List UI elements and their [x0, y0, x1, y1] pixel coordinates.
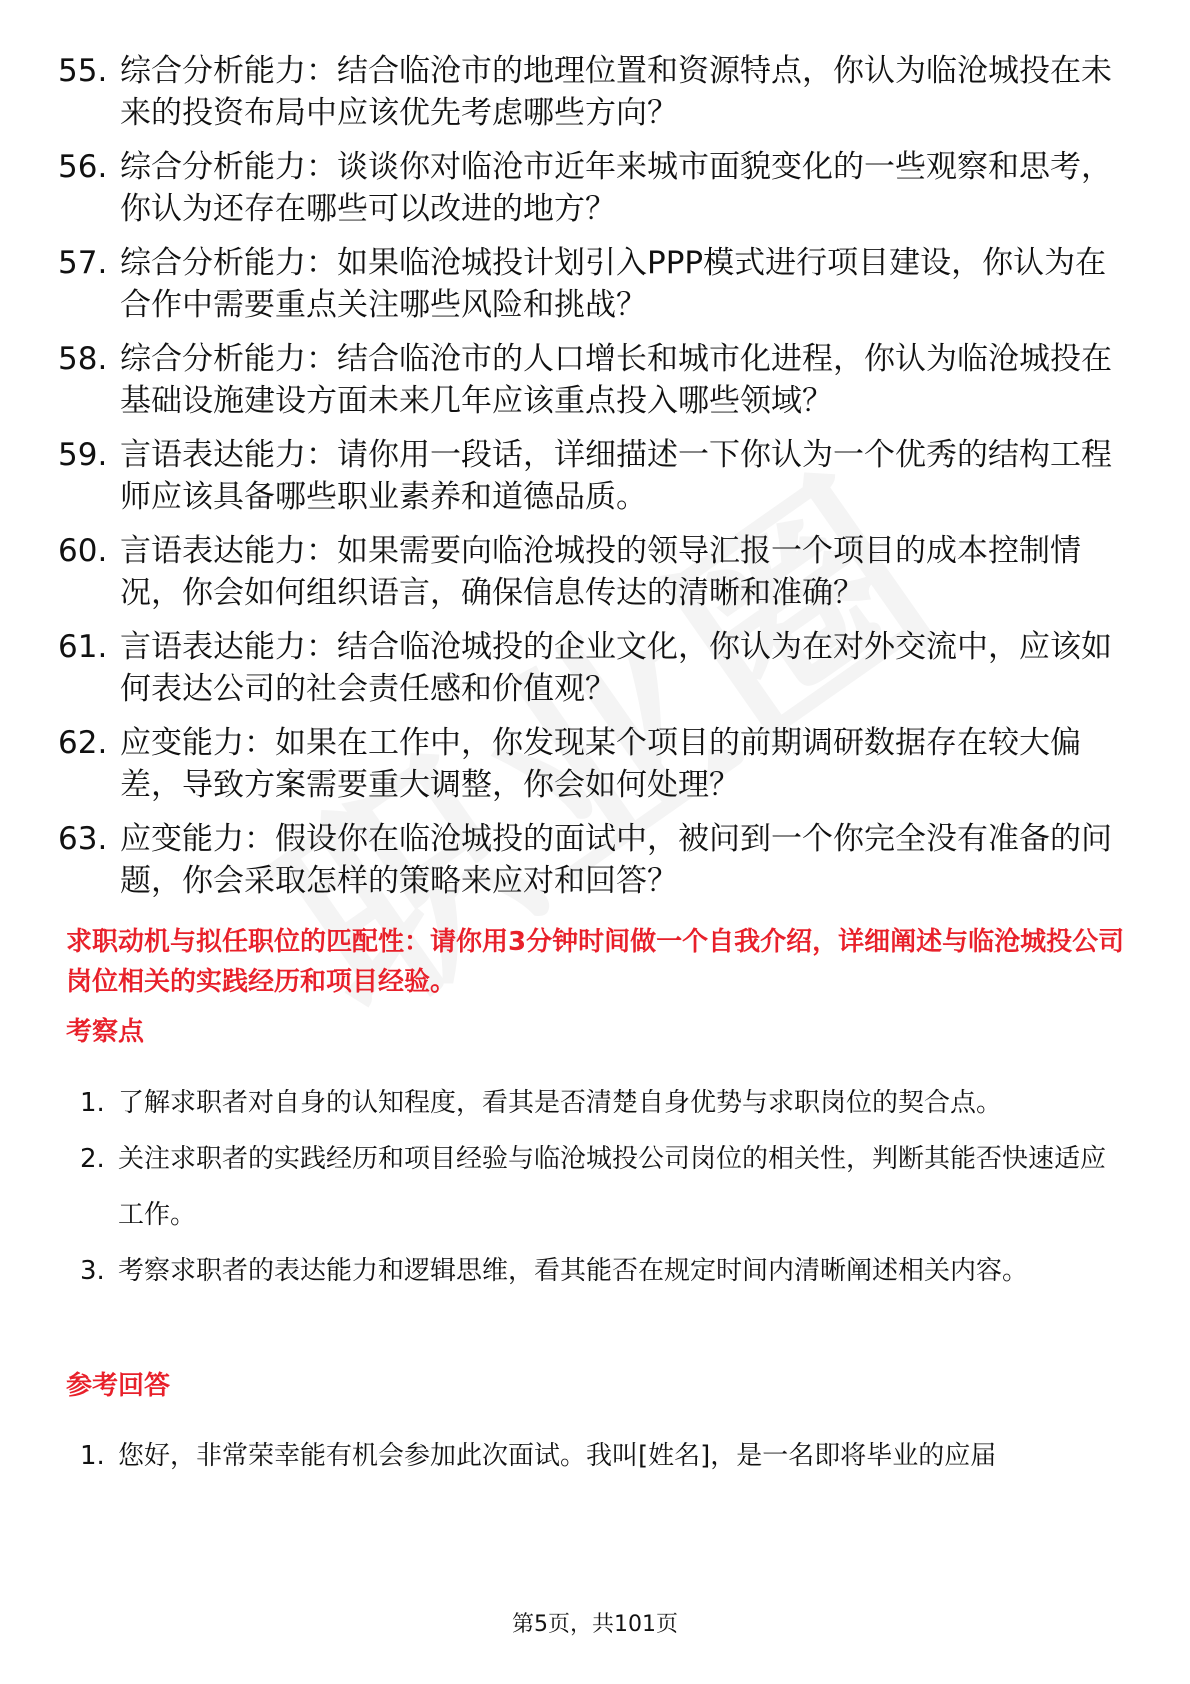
- question-number: 58.: [58, 341, 108, 377]
- question-number: 55.: [58, 53, 108, 89]
- list-item: [80, 1075, 1130, 1131]
- point-number: 1.: [80, 1088, 105, 1118]
- list-item: [58, 434, 1118, 518]
- question-number: 62.: [58, 725, 108, 761]
- question-number: 59.: [58, 437, 108, 473]
- question-text: 言语表达能力：结合临沧城投的企业文化，你认为在对外交流中，应该如何表达公司的社会责任感和价值观？: [120, 629, 1112, 707]
- question-text: 综合分析能力：谈谈你对临沧市近年来城市面貌变化的一些观察和思考，你认为还存在哪些可以改进的地方？: [120, 149, 1112, 227]
- list-item: [80, 1243, 1130, 1299]
- question-number: 63.: [58, 821, 108, 857]
- list-item: [58, 242, 1118, 326]
- point-text: 考察求职者的表达能力和逻辑思维，看其能否在规定时间内清晰阐述相关内容。: [118, 1256, 1029, 1286]
- question-text: 言语表达能力：如果需要向临沧城投的领导汇报一个项目的成本控制情况，你会如何组织语言，确保信息传达的清晰和准确？: [120, 533, 1081, 611]
- point-text: 关注求职者的实践经历和项目经验与临沧城投公司岗位的相关性，判断其能否快速适应工作。: [118, 1144, 1107, 1230]
- list-item: [80, 1428, 1130, 1484]
- question-list: [58, 50, 1118, 914]
- points-heading: 考察点: [66, 1017, 145, 1047]
- point-number: 2.: [80, 1144, 105, 1174]
- list-item: [58, 338, 1118, 422]
- answer-list: [80, 1428, 1130, 1484]
- list-item: [58, 818, 1118, 902]
- list-item: [80, 1131, 1130, 1243]
- points-list: [80, 1075, 1130, 1299]
- page-footer: 第5页，共101页: [512, 1612, 678, 1637]
- question-number: 60.: [58, 533, 108, 569]
- question-text: 应变能力：如果在工作中，你发现某个项目的前期调研数据存在较大偏差，导致方案需要重大调整，你会如何处理？: [120, 725, 1081, 803]
- point-text: 了解求职者对自身的认知程度，看其是否清楚自身优势与求职岗位的契合点。: [118, 1088, 1003, 1118]
- question-text: 综合分析能力：结合临沧市的地理位置和资源特点，你认为临沧城投在未来的投资布局中应该优先考虑哪些方向？: [120, 53, 1112, 131]
- answer-number: 1.: [80, 1441, 105, 1471]
- highlight-question: 求职动机与拟任职位的匹配性：请你用3分钟时间做一个自我介绍，详细阐述与临沧城投公司岗位相关的实践经历和项目经验。: [66, 927, 1125, 997]
- list-item: [58, 146, 1118, 230]
- question-number: 57.: [58, 245, 108, 281]
- question-number: 61.: [58, 629, 108, 665]
- question-number: 56.: [58, 149, 108, 185]
- question-text: 言语表达能力：请你用一段话，详细描述一下你认为一个优秀的结构工程师应该具备哪些职业素养和道德品质。: [120, 437, 1112, 515]
- list-item: [58, 722, 1118, 806]
- answer-text: 您好，非常荣幸能有机会参加此次面试。我叫[姓名]，是一名即将毕业的应届: [118, 1441, 997, 1471]
- point-number: 3.: [80, 1256, 105, 1286]
- list-item: [58, 626, 1118, 710]
- question-text: 综合分析能力：如果临沧城投计划引入PPP模式进行项目建设，你认为在合作中需要重点关注哪些风险和挑战？: [120, 245, 1107, 323]
- answer-heading: 参考回答: [66, 1371, 171, 1401]
- question-text: 应变能力：假设你在临沧城投的面试中，被问到一个你完全没有准备的问题，你会采取怎样的策略来应对和回答？: [120, 821, 1112, 899]
- list-item: [58, 50, 1118, 134]
- list-item: [58, 530, 1118, 614]
- question-text: 综合分析能力：结合临沧市的人口增长和城市化进程，你认为临沧城投在基础设施建设方面未来几年应该重点投入哪些领域？: [120, 341, 1112, 419]
